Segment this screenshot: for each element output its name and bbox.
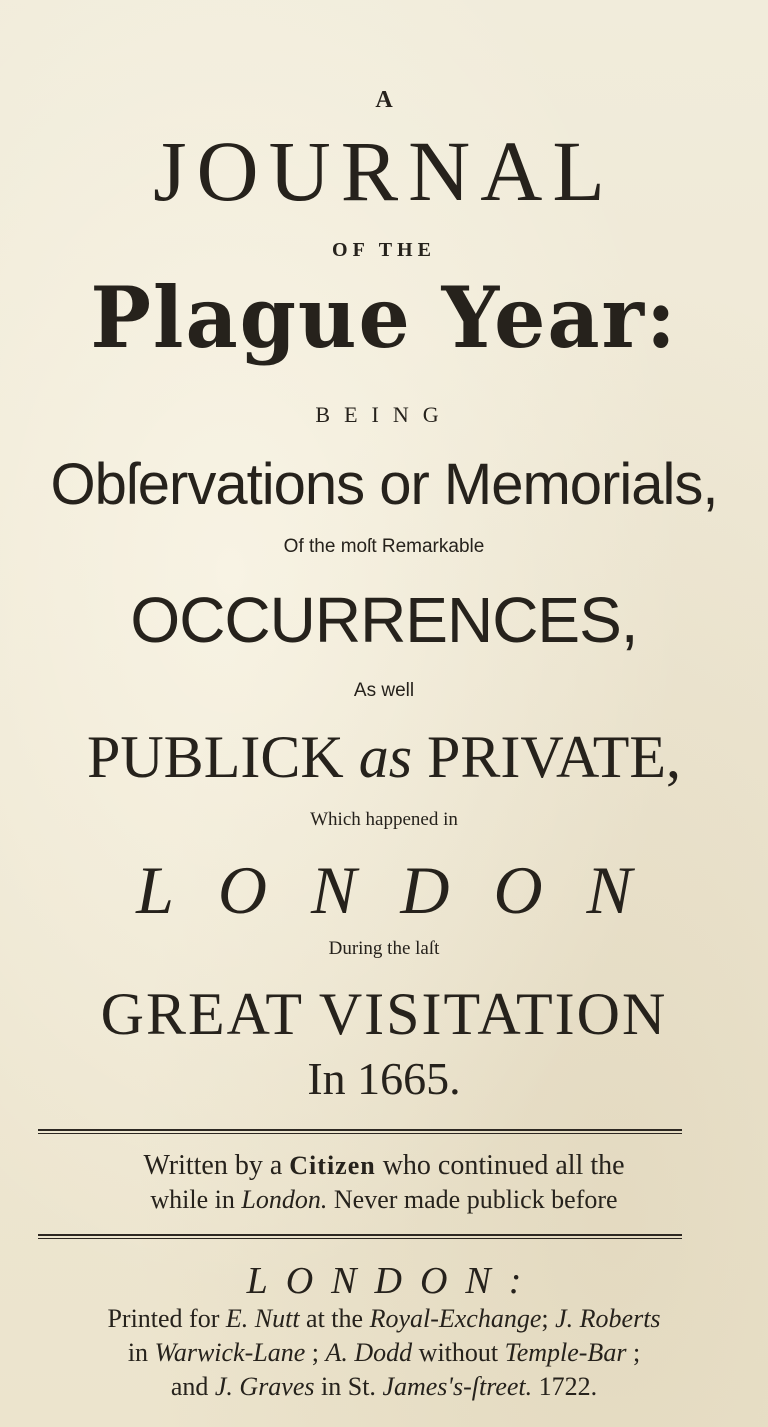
subtitle-of-the-most: Of the moſt Remarkable [283,536,485,557]
subtitle-observations: Obſervations or Memorials, [50,452,718,517]
who-continued: who continued all the [382,1150,625,1181]
and-word: and [170,1372,209,1401]
imprint-line-3 [0,1374,768,1400]
temple-bar: Temple-Bar [504,1338,627,1367]
title-journal: JOURNAL [153,123,615,219]
as-word: as [358,724,413,790]
subtitle-great-visitation: GREAT VISITATION [100,981,668,1047]
subtitle-year: In 1665. [307,1053,461,1104]
subtitle-publick-private [0,724,768,790]
private-word: PRIVATE, [427,724,681,790]
imprint-year: 1722. [538,1372,598,1401]
separator: ; [311,1338,319,1367]
warwick-lane: Warwick-Lane [154,1338,306,1367]
divider-rule-top [38,1129,682,1134]
at-the: at the [306,1304,364,1333]
subtitle-london: LONDON [136,852,676,928]
printer-roberts: J. Roberts [555,1304,661,1333]
written-by: Written by a [143,1150,283,1181]
printer-nutt: E. Nutt [225,1304,300,1333]
never-made-publick: Never made publick before [333,1185,618,1214]
while-in: while in [150,1185,235,1214]
subtitle-being: BEING [315,402,453,427]
royal-exchange: Royal-Exchange [369,1304,542,1333]
subtitle-as-well: As well [353,680,415,701]
article-a: A [375,87,393,113]
printer-dodd: A. Dodd [325,1338,413,1367]
without-word: without [418,1338,499,1367]
publick-word: PUBLICK [86,724,344,790]
imprint-line-2 [0,1340,768,1366]
james-street: James's-ſtreet. [382,1372,533,1401]
printer-graves: J. Graves [214,1372,315,1401]
london-italic: London. [241,1185,328,1214]
in-st: in St. [321,1372,376,1401]
imprint-city: LONDON: [246,1260,540,1302]
printed-for: Printed for [107,1304,220,1333]
citizen-smallcaps: Citizen [289,1151,376,1180]
subtitle-occurrences: OCCURRENCES, [130,584,638,656]
divider-rule-bottom [38,1234,682,1239]
imprint-line-1 [0,1306,768,1332]
separator: ; [541,1304,549,1333]
author-line-2 [0,1187,768,1213]
separator: ; [632,1338,641,1367]
subtitle-during: During the laſt [328,938,440,959]
subtitle-which-happened: Which happened in [310,809,458,830]
author-line-1 [0,1152,768,1180]
in-word: in [127,1338,149,1367]
title-plague-year-blackletter: Plague Year: [90,268,678,367]
title-of-the: OF THE [332,239,436,261]
